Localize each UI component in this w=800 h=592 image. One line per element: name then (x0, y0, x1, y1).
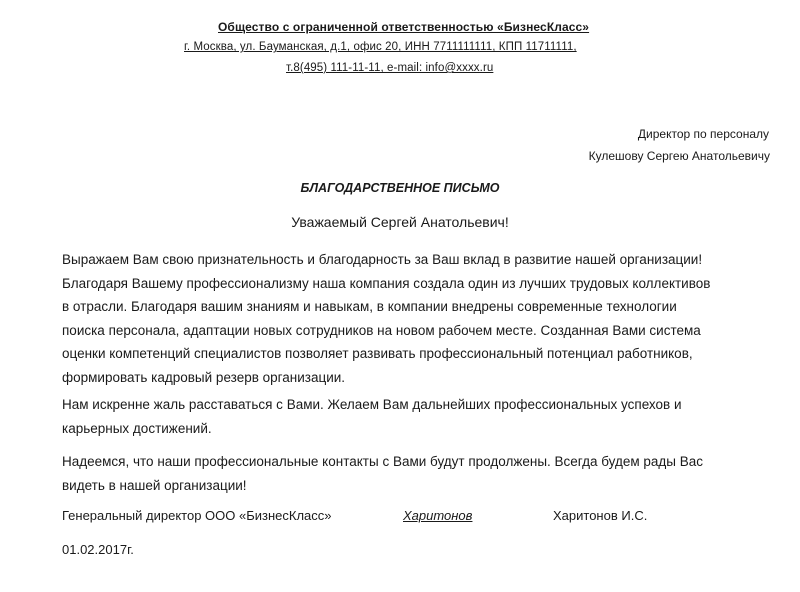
signer-position: Генеральный директор ООО «БизнесКласс» (62, 508, 332, 523)
handwritten-signature: Харитонов (403, 508, 473, 523)
company-address: г. Москва, ул. Бауманская, д.1, офис 20, ИНН 7711111111, КПП 11711111, (184, 41, 577, 53)
paragraph-line: Нам искренне жаль расставаться с Вами. Желаем Вам дальнейших профессиональных успехов и (62, 397, 682, 412)
letter-date: 01.02.2017г. (62, 542, 134, 557)
paragraph-farewell (62, 393, 752, 440)
letter-title: БЛАГОДАРСТВЕННОЕ ПИСЬМО (300, 181, 500, 195)
recipient-position: Директор по персоналу (637, 127, 769, 141)
paragraph-line: формировать кадровый резерв организации. (62, 369, 346, 385)
paragraph-line: Благодаря Вашему профессионализму наша компания создала один из лучших трудовых коллективов (62, 275, 711, 291)
company-name: Общество с ограниченной ответственностью «БизнесКласс» (218, 20, 590, 34)
paragraph-line: Выражаем Вам свою признательность и благодарность за Ваш вклад в развитие нашей организации! (62, 252, 703, 267)
paragraph-line: Надеемся, что наши профессиональные контакты с Вами будут продолжены. Всегда будем рады Вас (62, 454, 703, 469)
paragraph-line: видеть в нашей организации! (62, 477, 247, 493)
paragraph-line: поиска персонала, адаптации новых сотрудников на новом рабочем месте. Созданная Вами система (62, 322, 701, 338)
letter-greeting: Уважаемый Сергей Анатольевич! (291, 214, 509, 230)
paragraph-line: карьерных достижений. (62, 420, 212, 436)
paragraph-line: в отрасли. Благодаря вашим знаниям и навыкам, в компании внедрены современные технологии (62, 299, 677, 314)
recipient-name: Кулешову Сергею Анатольевичу (588, 149, 770, 163)
signer-name: Харитонов И.С. (553, 508, 648, 523)
paragraph-line: оценки компетенций специалистов позволяет развивать профессиональный потенциал работников, (62, 346, 693, 361)
paragraph-gratitude (62, 248, 752, 389)
company-contacts: т.8(495) 111-11-11, e-mail: info@xxxx.ru (286, 62, 494, 74)
paragraph-closing (62, 450, 752, 497)
